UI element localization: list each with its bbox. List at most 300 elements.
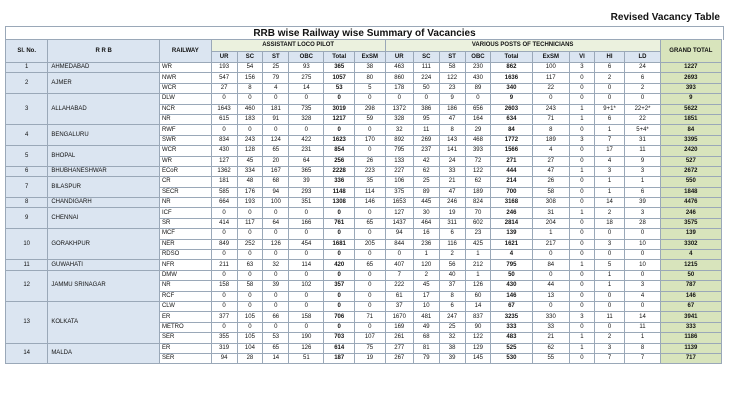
value-cell: 0 (570, 198, 595, 208)
value-cell: 156 (237, 73, 263, 83)
railway-code: WR (159, 63, 211, 73)
value-cell: 227 (385, 166, 413, 176)
value-cell: 0 (263, 229, 289, 239)
value-cell: 0 (570, 353, 595, 363)
value-cell: 328 (289, 114, 324, 124)
value-cell: 7 (594, 135, 625, 145)
value-cell: 2 (594, 208, 625, 218)
value-cell: 231 (289, 146, 324, 156)
value-cell: 3 (625, 166, 660, 176)
value-cell: 24 (439, 156, 465, 166)
railway-code: DLW (159, 94, 211, 104)
grand-total-cell: 3395 (660, 135, 721, 145)
value-cell: 0 (237, 125, 263, 135)
value-cell: 8 (439, 291, 465, 301)
value-cell: 0 (570, 156, 595, 166)
value-cell: 158 (289, 312, 324, 322)
railway-code: NER (159, 239, 211, 249)
value-cell: 214 (491, 177, 532, 187)
value-cell: 53 (324, 83, 355, 93)
railway-code: DMW (159, 270, 211, 280)
value-cell: 0 (263, 94, 289, 104)
value-cell: 386 (413, 104, 439, 114)
grand-total-cell: 1215 (660, 260, 721, 270)
value-cell: 0 (570, 146, 595, 156)
value-cell: 634 (491, 114, 532, 124)
value-cell: 1 (594, 270, 625, 280)
value-cell: 14 (625, 312, 660, 322)
value-cell: 0 (263, 250, 289, 260)
value-cell: 145 (465, 353, 491, 363)
value-cell: 67 (491, 301, 532, 311)
value-cell: 47 (439, 187, 465, 197)
value-cell: 104 (237, 343, 263, 353)
value-cell: 58 (532, 187, 570, 197)
value-cell: 430 (465, 73, 491, 83)
value-cell: 166 (289, 218, 324, 228)
value-cell: 178 (385, 83, 413, 93)
table-row (6, 177, 722, 187)
value-cell: 481 (413, 312, 439, 322)
value-cell: 169 (385, 322, 413, 332)
tech-subheader: VI (570, 52, 595, 63)
value-cell: 14 (263, 353, 289, 363)
value-cell: 735 (289, 104, 324, 114)
value-cell: 1217 (324, 114, 355, 124)
value-cell: 860 (385, 73, 413, 83)
value-cell: 38 (355, 63, 386, 73)
alp-subheader: ST (263, 52, 289, 63)
value-cell: 6 (625, 73, 660, 83)
value-cell: 0 (355, 301, 386, 311)
value-cell: 246 (439, 198, 465, 208)
grand-total-cell: 139 (660, 229, 721, 239)
value-cell: 795 (385, 146, 413, 156)
grand-total-cell: 550 (660, 177, 721, 187)
value-cell: 0 (237, 229, 263, 239)
alp-subheader: UR (211, 52, 237, 63)
value-cell: 93 (289, 63, 324, 73)
value-cell: 45 (237, 156, 263, 166)
tech-subheader: LD (625, 52, 660, 63)
value-cell: 844 (385, 239, 413, 249)
vacancy-table (5, 39, 722, 364)
value-cell: 0 (570, 322, 595, 332)
grand-total-cell: 1139 (660, 343, 721, 353)
value-cell: 68 (413, 333, 439, 343)
rrb-name: ALLAHABAD (48, 94, 160, 125)
value-cell: 0 (570, 270, 595, 280)
value-cell: 20 (263, 156, 289, 166)
value-cell: 2814 (491, 218, 532, 228)
value-cell: 1670 (385, 312, 413, 322)
value-cell: 58 (439, 63, 465, 73)
value-cell: 158 (211, 281, 237, 291)
value-cell: 8 (532, 125, 570, 135)
value-cell: 1 (532, 229, 570, 239)
value-cell: 5 (355, 83, 386, 93)
grand-total-cell: 4476 (660, 198, 721, 208)
value-cell: 13 (532, 291, 570, 301)
value-cell: 1057 (324, 73, 355, 83)
value-cell: 143 (439, 135, 465, 145)
grand-total-cell: 4 (660, 250, 721, 260)
value-cell: 102 (289, 281, 324, 291)
value-cell: 17 (594, 146, 625, 156)
value-cell: 37 (385, 301, 413, 311)
value-cell: 59 (355, 114, 386, 124)
value-cell: 0 (237, 301, 263, 311)
grand-total-cell: 393 (660, 83, 721, 93)
value-cell: 22 (532, 83, 570, 93)
value-cell: 547 (211, 73, 237, 83)
value-cell: 0 (237, 270, 263, 280)
value-cell: 10 (625, 260, 660, 270)
value-cell: 1 (570, 208, 595, 218)
railway-code: RCF (159, 291, 211, 301)
value-cell: 4 (594, 156, 625, 166)
tech-subheader: ST (439, 52, 465, 63)
rrb-name: CHANDIGARH (48, 198, 160, 208)
value-cell: 0 (625, 229, 660, 239)
value-cell: 602 (465, 218, 491, 228)
value-cell: 26 (532, 177, 570, 187)
value-cell: 3235 (491, 312, 532, 322)
value-cell: 39 (289, 177, 324, 187)
value-cell: 454 (289, 239, 324, 249)
value-cell: 0 (211, 125, 237, 135)
value-cell: 17 (413, 291, 439, 301)
value-cell: 0 (355, 291, 386, 301)
value-cell: 35 (355, 177, 386, 187)
value-cell: 0 (237, 250, 263, 260)
value-cell: 4 (625, 291, 660, 301)
value-cell: 0 (570, 187, 595, 197)
value-cell: 222 (385, 281, 413, 291)
value-cell: 664 (211, 198, 237, 208)
railway-code: WR (159, 156, 211, 166)
grand-total-cell: 84 (660, 125, 721, 135)
tech-subheader: OBC (465, 52, 491, 63)
value-cell: 247 (439, 312, 465, 322)
value-cell: 3 (570, 135, 595, 145)
value-cell: 1362 (211, 166, 237, 176)
tech-subheader: SC (413, 52, 439, 63)
tech-subheader: ExSM (532, 52, 570, 63)
serial-number: 1 (6, 63, 48, 73)
value-cell: 0 (594, 83, 625, 93)
railway-code: NWR (159, 73, 211, 83)
value-cell: 64 (289, 156, 324, 166)
value-cell: 0 (263, 270, 289, 280)
value-cell: 9 (625, 156, 660, 166)
value-cell: 107 (355, 333, 386, 343)
value-cell: 0 (625, 94, 660, 104)
value-cell: 1308 (324, 198, 355, 208)
value-cell: 29 (465, 125, 491, 135)
serial-number: 12 (6, 270, 48, 301)
value-cell: 252 (237, 239, 263, 249)
value-cell: 10 (413, 301, 439, 311)
serial-number: 9 (6, 208, 48, 229)
value-cell: 6 (439, 301, 465, 311)
value-cell: 236 (413, 239, 439, 249)
value-cell: 187 (324, 353, 355, 363)
value-cell: 246 (491, 208, 532, 218)
rrb-name: BILASPUR (48, 177, 160, 198)
rrb-name: JAMMU SRINAGAR (48, 270, 160, 301)
value-cell: 330 (532, 312, 570, 322)
value-cell: 1 (594, 177, 625, 187)
value-cell: 892 (385, 135, 413, 145)
value-cell: 1 (570, 104, 595, 114)
value-cell: 0 (211, 250, 237, 260)
value-cell: 463 (385, 63, 413, 73)
value-cell: 122 (439, 73, 465, 83)
value-cell: 237 (413, 146, 439, 156)
value-cell: 133 (385, 156, 413, 166)
value-cell: 0 (355, 270, 386, 280)
value-cell: 127 (211, 156, 237, 166)
value-cell: 65 (355, 218, 386, 228)
grand-total-cell: 3941 (660, 312, 721, 322)
value-cell: 0 (570, 250, 595, 260)
value-cell: 0 (355, 208, 386, 218)
value-cell: 0 (594, 301, 625, 311)
value-cell: 32 (263, 260, 289, 270)
value-cell: 393 (465, 146, 491, 156)
value-cell: 3 (625, 281, 660, 291)
col-tech-group: VARIOUS POSTS OF TECHNICIANS (385, 40, 660, 52)
value-cell: 45 (413, 281, 439, 291)
value-cell: 21 (532, 333, 570, 343)
serial-number: 5 (6, 146, 48, 167)
value-cell: 122 (465, 166, 491, 176)
value-cell: 0 (263, 301, 289, 311)
table-row (6, 63, 722, 73)
value-cell: 0 (594, 94, 625, 104)
value-cell: 0 (263, 208, 289, 218)
value-cell: 1621 (491, 239, 532, 249)
value-cell: 14 (289, 83, 324, 93)
value-cell: 6 (625, 187, 660, 197)
value-cell: 25 (439, 322, 465, 332)
value-cell: 0 (355, 229, 386, 239)
value-cell: 91 (263, 114, 289, 124)
grand-total-cell: 1848 (660, 187, 721, 197)
railway-code: ECoR (159, 166, 211, 176)
value-cell: 0 (532, 94, 570, 104)
value-cell: 0 (324, 291, 355, 301)
value-cell: 30 (413, 208, 439, 218)
serial-number: 4 (6, 125, 48, 146)
railway-code: SER (159, 333, 211, 343)
value-cell: 0 (570, 301, 595, 311)
value-cell: 23 (465, 229, 491, 239)
value-cell: 39 (263, 281, 289, 291)
rrb-name: BHUBHANESHWAR (48, 166, 160, 176)
value-cell: 47 (532, 166, 570, 176)
tech-subheader: HI (594, 52, 625, 63)
value-cell: 50 (413, 83, 439, 93)
value-cell: 0 (355, 281, 386, 291)
value-cell: 204 (532, 218, 570, 228)
value-cell: 656 (465, 104, 491, 114)
value-cell: 39 (439, 353, 465, 363)
value-cell: 0 (570, 218, 595, 228)
value-cell: 0 (211, 301, 237, 311)
serial-number: 11 (6, 260, 48, 270)
value-cell: 56 (439, 260, 465, 270)
value-cell: 308 (532, 198, 570, 208)
railway-code: RWF (159, 125, 211, 135)
value-cell: 129 (465, 343, 491, 353)
value-cell: 7 (625, 353, 660, 363)
value-cell: 0 (570, 229, 595, 239)
value-cell: 0 (289, 322, 324, 332)
value-cell: 224 (413, 73, 439, 83)
value-cell: 0 (570, 291, 595, 301)
value-cell: 61 (385, 291, 413, 301)
value-cell: 0 (211, 94, 237, 104)
rrb-name: AHMEDABAD (48, 63, 160, 73)
grand-total-cell: 333 (660, 322, 721, 332)
value-cell: 0 (263, 125, 289, 135)
grand-total-cell: 1186 (660, 333, 721, 343)
value-cell: 0 (324, 270, 355, 280)
value-cell: 70 (465, 208, 491, 218)
value-cell: 365 (324, 63, 355, 73)
value-cell: 8 (625, 343, 660, 353)
value-cell: 0 (465, 94, 491, 104)
value-cell: 0 (385, 250, 413, 260)
value-cell: 126 (263, 239, 289, 249)
value-cell: 1 (594, 281, 625, 291)
table-row (6, 229, 722, 239)
value-cell: 0 (237, 291, 263, 301)
value-cell: 275 (289, 73, 324, 83)
value-cell: 1643 (211, 104, 237, 114)
railway-code: ICF (159, 208, 211, 218)
value-cell: 0 (324, 94, 355, 104)
value-cell: 0 (570, 125, 595, 135)
value-cell: 328 (385, 114, 413, 124)
value-cell: 834 (211, 135, 237, 145)
railway-code: NR (159, 114, 211, 124)
grand-total-cell: 50 (660, 270, 721, 280)
value-cell: 79 (263, 73, 289, 83)
value-cell: 277 (385, 343, 413, 353)
value-cell: 585 (211, 187, 237, 197)
railway-code: NR (159, 198, 211, 208)
value-cell: 7 (594, 353, 625, 363)
grand-total-cell: 2693 (660, 73, 721, 83)
value-cell: 79 (413, 353, 439, 363)
value-cell: 3019 (324, 104, 355, 114)
value-cell: 1148 (324, 187, 355, 197)
rrb-name: BENGALURU (48, 125, 160, 146)
value-cell: 189 (532, 135, 570, 145)
value-cell: 0 (594, 291, 625, 301)
value-cell: 854 (324, 146, 355, 156)
railway-code: SR (159, 218, 211, 228)
value-cell: 614 (324, 343, 355, 353)
value-cell: 71 (355, 312, 386, 322)
value-cell: 1 (570, 333, 595, 343)
value-cell: 530 (491, 353, 532, 363)
railway-code: MCF (159, 229, 211, 239)
value-cell: 164 (465, 114, 491, 124)
value-cell: 430 (211, 146, 237, 156)
value-cell: 9 (439, 94, 465, 104)
value-cell: 5+4* (625, 125, 660, 135)
value-cell: 1636 (491, 73, 532, 83)
value-cell: 1 (413, 250, 439, 260)
value-cell: 3 (594, 343, 625, 353)
value-cell: 181 (263, 104, 289, 114)
value-cell: 4 (263, 83, 289, 93)
value-cell: 31 (625, 135, 660, 145)
value-cell: 50 (491, 270, 532, 280)
value-cell: 65 (263, 343, 289, 353)
value-cell: 0 (594, 322, 625, 332)
value-cell: 1681 (324, 239, 355, 249)
railway-code: WCR (159, 146, 211, 156)
value-cell: 0 (570, 83, 595, 93)
value-cell: 51 (289, 353, 324, 363)
table-row (6, 125, 722, 135)
value-cell: 3 (594, 239, 625, 249)
value-cell: 38 (439, 343, 465, 353)
value-cell: 32 (439, 333, 465, 343)
value-cell: 167 (263, 166, 289, 176)
value-cell: 0 (324, 322, 355, 332)
value-cell: 0 (385, 94, 413, 104)
value-cell: 100 (263, 198, 289, 208)
value-cell: 0 (289, 291, 324, 301)
serial-number: 2 (6, 73, 48, 94)
table-row (6, 73, 722, 83)
grand-total-cell: 2672 (660, 166, 721, 176)
serial-number: 8 (6, 198, 48, 208)
value-cell: 19 (439, 208, 465, 218)
value-cell: 795 (491, 260, 532, 270)
value-cell: 468 (465, 135, 491, 145)
grand-total-cell: 9 (660, 94, 721, 104)
value-cell: 1372 (385, 104, 413, 114)
value-cell: 11 (625, 146, 660, 156)
serial-number: 13 (6, 301, 48, 343)
value-cell: 11 (413, 125, 439, 135)
value-cell: 65 (355, 260, 386, 270)
value-cell: 0 (289, 229, 324, 239)
value-cell: 0 (211, 322, 237, 332)
value-cell: 32 (385, 125, 413, 135)
value-cell: 0 (237, 322, 263, 332)
value-cell: 189 (465, 187, 491, 197)
railway-code: METRO (159, 322, 211, 332)
value-cell: 0 (532, 270, 570, 280)
grand-total-cell: 717 (660, 353, 721, 363)
value-cell: 5 (594, 260, 625, 270)
value-cell: 2603 (491, 104, 532, 114)
railway-code: CR (159, 177, 211, 187)
col-grand-total: GRAND TOTAL (660, 40, 721, 63)
rrb-name: GUWAHATI (48, 260, 160, 270)
value-cell: 3168 (491, 198, 532, 208)
value-cell: 94 (385, 229, 413, 239)
rrb-name: AJMER (48, 73, 160, 94)
